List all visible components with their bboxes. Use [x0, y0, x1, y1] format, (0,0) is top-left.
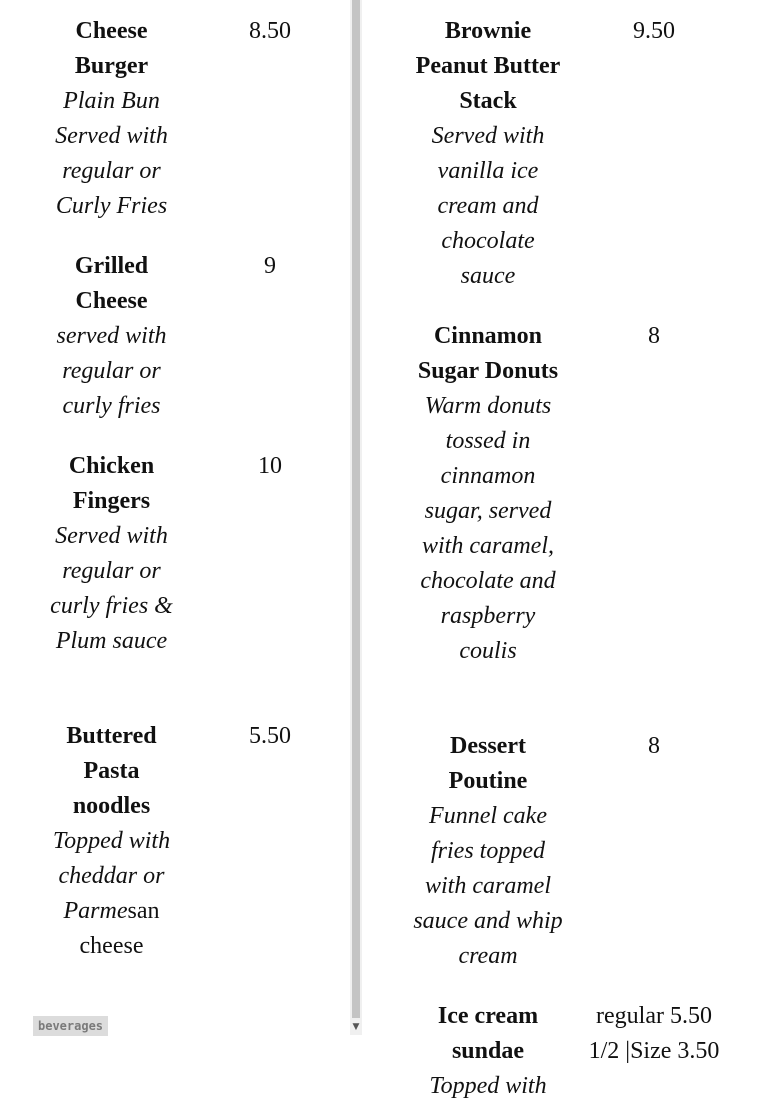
item-name: Ice cream sundae: [437, 1003, 539, 1064]
item-description: Plain Bun Served with regular or Curly Fries: [55, 88, 168, 219]
beverages-tab[interactable]: beverages: [33, 1016, 108, 1036]
item-name: Dessert Poutine: [448, 733, 528, 794]
item-description: Topped with: [429, 1073, 547, 1099]
item-name: Brownie Peanut Butter Stack: [415, 18, 561, 114]
item-name: Buttered Pasta noodles: [66, 723, 157, 819]
item-description: Served with vanilla ice cream and chocolate sauce: [431, 123, 545, 289]
item-description: Funnel cake fries topped with caramel sauce and whip cream: [413, 803, 563, 969]
item-price: 9: [264, 253, 276, 279]
scrollbar-thumb[interactable]: [352, 0, 360, 1018]
chevron-down-icon[interactable]: ▼: [352, 1022, 360, 1032]
item-price: 10: [258, 453, 282, 479]
item-price: [574, 999, 734, 1069]
item-description: [44, 824, 179, 964]
item-name: Chicken Fingers: [68, 453, 155, 514]
item-price: 8.50: [249, 18, 291, 44]
item-price: 8: [648, 323, 660, 349]
item-description-italic: Topped with cheddar or Parme: [52, 828, 171, 924]
item-description: served with regular or curly fries: [56, 323, 167, 419]
vertical-scrollbar[interactable]: [350, 0, 362, 1035]
item-price: 5.50: [249, 723, 291, 749]
item-price: 9.50: [633, 18, 675, 44]
item-name: Cinnamon Sugar Donuts: [417, 323, 559, 384]
item-price: 8: [648, 733, 660, 759]
item-description: Warm donuts tossed in cinnamon sugar, served with caramel, chocolate and raspberry coulis: [420, 393, 556, 664]
item-price-half-size: 1/2 |Size 3.50: [588, 1038, 720, 1064]
item-name: Cheese Burger: [74, 18, 149, 79]
item-description-tail: san cheese: [79, 898, 160, 959]
item-name: Grilled Cheese: [74, 253, 149, 314]
item-description: Served with regular or curly fries & Plum sauce: [50, 523, 173, 654]
item-price-regular: regular 5.50: [596, 1003, 712, 1029]
